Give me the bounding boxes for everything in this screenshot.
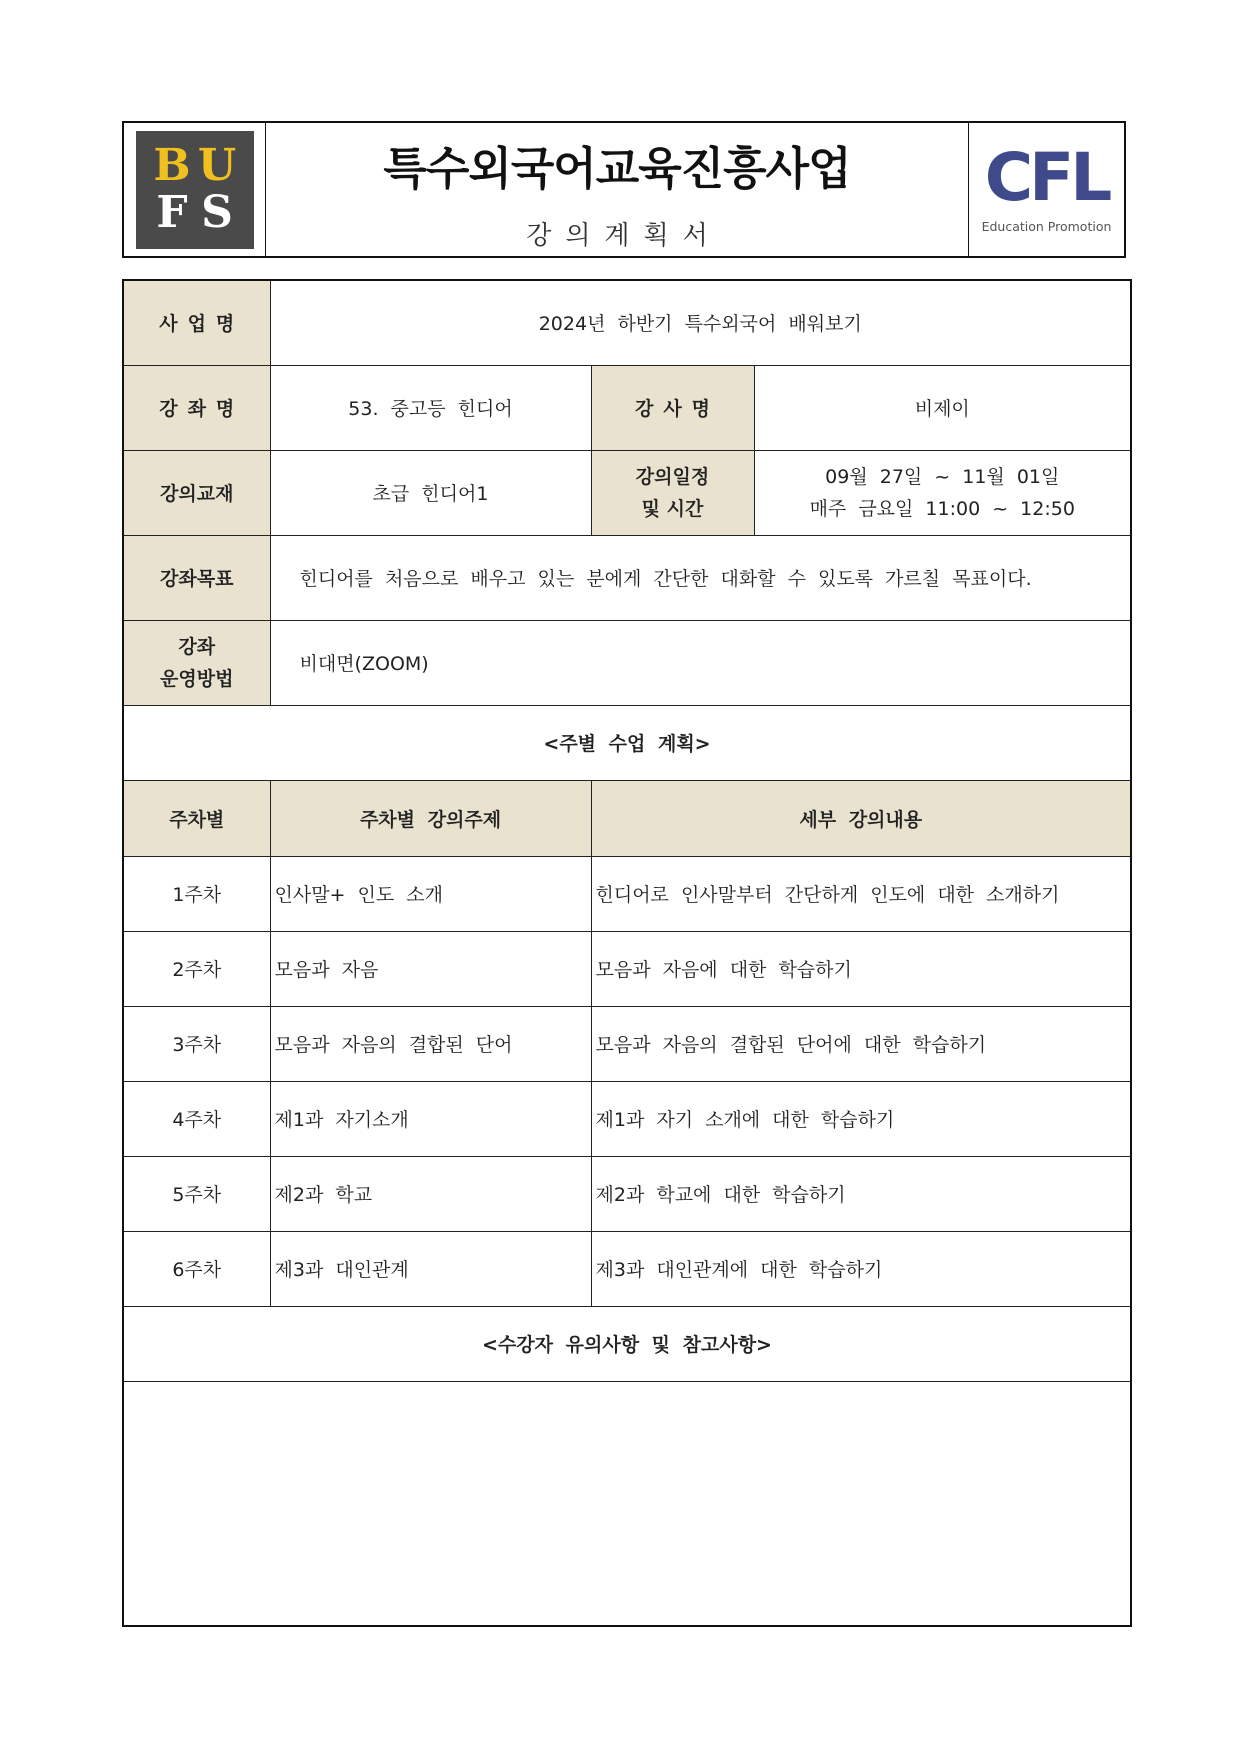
topic-cell: 제1과 자기소개 [270, 1081, 591, 1156]
detail-cell: 모음과 자음에 대한 학습하기 [591, 931, 1131, 1006]
notes-content-row [123, 1381, 1131, 1626]
bufs-logo-letter: B [153, 140, 191, 191]
topic-cell: 제2과 학교 [270, 1156, 591, 1231]
goal-value: 힌디어를 처음으로 배우고 있는 분에게 간단한 대화할 수 있도록 가르칠 목표이다. [270, 535, 1131, 620]
week-cell: 5주차 [123, 1156, 270, 1231]
detail-cell: 모음과 자음의 결합된 단어에 대한 학습하기 [591, 1006, 1131, 1081]
col-header-topic: 주차별 강의주제 [270, 780, 591, 856]
goal-label: 강좌목표 [123, 535, 270, 620]
course-value: 53. 중고등 힌디어 [270, 365, 591, 450]
bufs-logo-letter: F [156, 187, 188, 238]
header-title-cell [266, 123, 968, 256]
week-row [123, 1156, 1131, 1231]
week-row [123, 856, 1131, 931]
schedule-label [591, 450, 754, 535]
lecture-plan-table [122, 279, 1132, 1627]
notes-content [123, 1381, 1131, 1626]
textbook-value: 초급 힌디어1 [270, 450, 591, 535]
schedule-value [754, 450, 1131, 535]
detail-cell: 힌디어로 인사말부터 간단하게 인도에 대한 소개하기 [591, 856, 1131, 931]
info-row-textbook [123, 450, 1131, 535]
project-label: 사업명 [123, 280, 270, 365]
notes-section-row [123, 1306, 1131, 1381]
project-value: 2024년 하반기 특수외국어 배워보기 [270, 280, 1131, 365]
document-title: 특수외국어교육진흥사업 [383, 141, 851, 195]
topic-cell: 모음과 자음의 결합된 단어 [270, 1006, 591, 1081]
detail-cell: 제1과 자기 소개에 대한 학습하기 [591, 1081, 1131, 1156]
week-row [123, 1231, 1131, 1306]
cfl-logo-caption: Education Promotion [981, 219, 1112, 234]
detail-cell: 제2과 학교에 대한 학습하기 [591, 1156, 1131, 1231]
detail-cell: 제3과 대인관계에 대한 학습하기 [591, 1231, 1131, 1306]
col-header-week: 주차별 [123, 780, 270, 856]
topic-cell: 제3과 대인관계 [270, 1231, 591, 1306]
schedule-label-line2: 및 시간 [641, 497, 704, 520]
week-cell: 6주차 [123, 1231, 270, 1306]
week-row [123, 1006, 1131, 1081]
week-cell: 4주차 [123, 1081, 270, 1156]
week-cell: 2주차 [123, 931, 270, 1006]
textbook-label: 강의교재 [123, 450, 270, 535]
notes-section-title: <수강자 유의사항 및 참고사항> [123, 1306, 1131, 1381]
document-subtitle: 강의계획서 [526, 220, 722, 251]
info-row-project [123, 280, 1131, 365]
info-row-goal [123, 535, 1131, 620]
weekly-section-title: <주별 수업 계획> [123, 705, 1131, 780]
topic-cell: 인사말+ 인도 소개 [270, 856, 591, 931]
weekly-header-row [123, 780, 1131, 856]
schedule-label-line1: 강의일정 [635, 465, 710, 488]
method-label-line1: 강좌 [178, 635, 216, 658]
info-row-course [123, 365, 1131, 450]
bufs-logo-letter: U [197, 140, 237, 191]
schedule-time: 매주 금요일 11:00 ~ 12:50 [809, 497, 1075, 520]
weekly-section-row [123, 705, 1131, 780]
week-row [123, 1081, 1131, 1156]
cfl-logo: CFL [984, 139, 1109, 216]
cfl-logo-cell [968, 123, 1124, 256]
info-row-method [123, 620, 1131, 705]
col-header-detail: 세부 강의내용 [591, 780, 1131, 856]
schedule-dates: 09월 27일 ~ 11월 01일 [825, 465, 1060, 488]
bufs-logo [136, 131, 254, 249]
week-row [123, 931, 1131, 1006]
week-cell: 3주차 [123, 1006, 270, 1081]
method-label [123, 620, 270, 705]
document-header [122, 121, 1126, 258]
bufs-logo-letter: S [201, 187, 233, 238]
week-cell: 1주차 [123, 856, 270, 931]
course-label: 강좌명 [123, 365, 270, 450]
bufs-logo-cell [124, 123, 266, 256]
method-value: 비대면(ZOOM) [270, 620, 1131, 705]
method-label-line2: 운영방법 [160, 667, 234, 690]
topic-cell: 모음과 자음 [270, 931, 591, 1006]
instructor-value: 비제이 [754, 365, 1131, 450]
instructor-label: 강사명 [591, 365, 754, 450]
